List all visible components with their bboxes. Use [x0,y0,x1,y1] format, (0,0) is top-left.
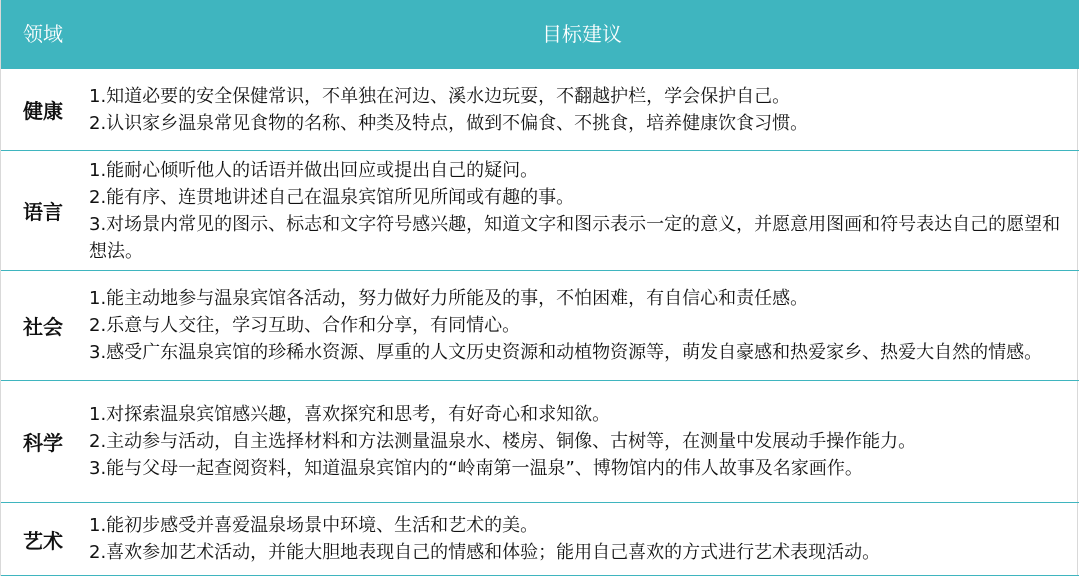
goal-item: 2.乐意与人交往，学习互助、合作和分享，有同情心。 [89,315,521,336]
table-row-art [1,502,1079,576]
header-goals: 目标建议 [542,22,622,46]
table-row-society [1,270,1079,380]
goal-item: 1.知道必要的安全保健常识，不单独在河边、溪水边玩耍，不翻越护栏，学会保护自己。 [89,85,791,107]
header-domain: 领域 [23,22,63,46]
domain-cell: 科学 [23,431,63,455]
table-header [1,0,1079,68]
domain-cell: 健康 [23,99,63,123]
goal-item: 1.能初步感受并喜爱温泉场景中环境、生活和艺术的美。 [89,515,539,536]
domain-cell: 社会 [23,315,63,339]
goal-item: 3.感受广东温泉宾馆的珍稀水资源、厚重的人文历史资源和动植物资源等，萌发自豪感和热爱家乡、热爱大自然的情感。 [89,342,1043,363]
goal-item: 1.对探索温泉宾馆感兴趣，喜欢探究和思考，有好奇心和求知欲。 [89,404,611,425]
domain-cell: 艺术 [23,528,63,553]
goal-item: 3.对场景内常见的图示、标志和文字符号感兴趣，知道文字和图示表示一定的意义，并愿意用图画和符号表达自己的愿望和想法。 [89,213,1061,262]
goal-item: 1.能耐心倾听他人的话语并做出回应或提出自己的疑问。 [89,159,539,181]
domain-cell: 语言 [23,200,63,224]
goals-cell [89,503,1073,575]
goal-item: 1.能主动地参与温泉宾馆各活动，努力做好力所能及的事，不怕困难，有自信心和责任感。 [89,288,809,309]
goal-item: 2.认识家乡温泉常见食物的名称、种类及特点，做到不偏食、不挑食，培养健康饮食习惯。 [89,112,809,134]
goal-item: 2.主动参与活动，自主选择材料和方法测量温泉水、楼房、铜像、古树等，在测量中发展动手操作能力。 [89,431,917,452]
table-row-science [1,380,1079,502]
goals-cell [89,381,1073,502]
goal-item: 2.能有序、连贯地讲述自己在温泉宾馆所见所闻或有趣的事。 [89,186,575,208]
goals-cell [89,69,1073,150]
goal-item: 3.能与父母一起查阅资料，知道温泉宾馆内的“岭南第一温泉”、博物馆内的伟人故事及名家画作。 [89,458,863,479]
table-row-health [1,68,1079,150]
goals-cell [89,151,1073,270]
table-row-language [1,150,1079,270]
goals-cell [89,271,1073,380]
goal-item: 2.喜欢参加艺术活动，并能大胆地表现自己的情感和体验；能用自己喜欢的方式进行艺术表现活动。 [89,542,881,563]
